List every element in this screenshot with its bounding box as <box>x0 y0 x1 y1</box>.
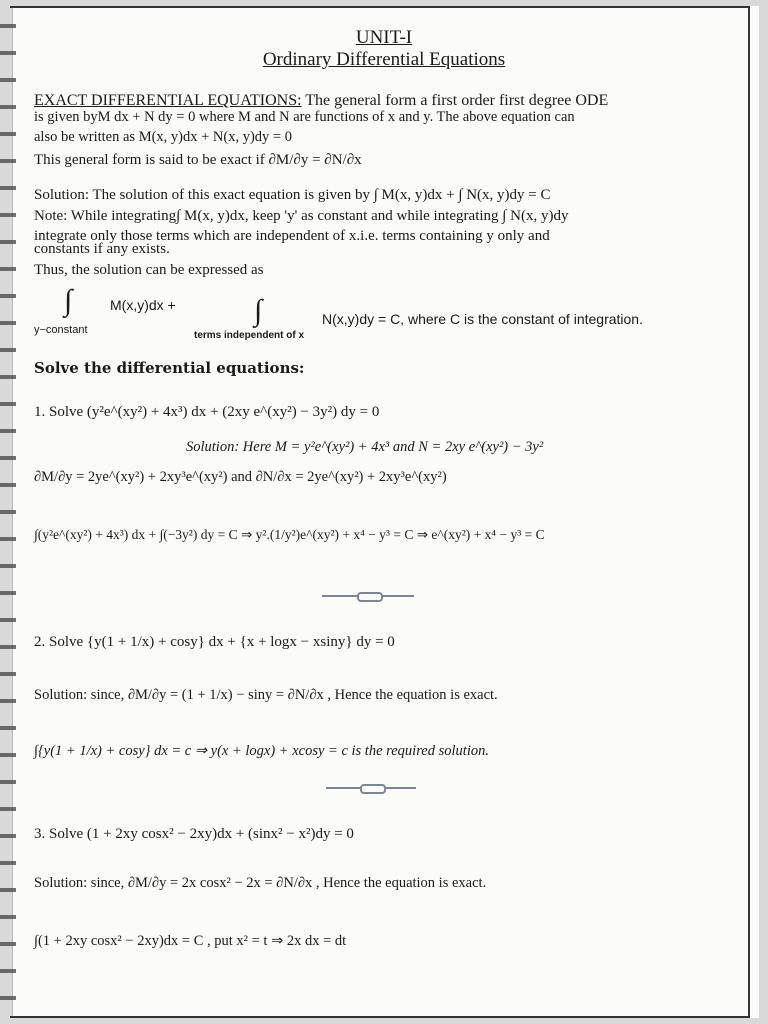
intro-line-4: This general form is said to be exact if ∂M/∂y = ∂N/∂x <box>34 152 362 168</box>
formula-term-1: M(x,y)dx + <box>110 297 176 313</box>
problem-1-partials: ∂M/∂y = 2ye^(xy²) + 2xy³e^(xy²) and ∂N/∂x = 2ye^(xy²) + 2xy³e^(xy²) <box>34 469 447 485</box>
problem-2-solution: Solution: since, ∂M/∂y = (1 + 1/x) − siny = ∂N/∂x , Hence the equation is exact. <box>34 687 498 703</box>
intro-line-9: Thus, the solution can be expressed as <box>34 262 264 278</box>
integral-sign-2: ∫ <box>254 294 263 327</box>
problem-1-statement: 1. Solve (y²e^(xy²) + 4x³) dx + (2xy e^(xy²) − 3y²) dy = 0 <box>34 404 380 420</box>
page-title: Ordinary Differential Equations <box>262 49 506 70</box>
integral-sign-1: ∫ <box>64 284 73 317</box>
problem-3-solution: Solution: since, ∂M/∂y = 2x cosx² − 2x = ∂N/∂x , Hence the equation is exact. <box>34 875 487 891</box>
problem-3-statement: 3. Solve (1 + 2xy cosx² − 2xy)dx + (sinx² − x²)dy = 0 <box>34 826 354 842</box>
problem-2-statement: 2. Solve {y(1 + 1/x) + cosy} dx + {x + logx − xsiny} dy = 0 <box>34 634 395 650</box>
intro-line-5: Solution: The solution of this exact equation is given by ∫ M(x, y)dx + ∫ N(x, y)dy = C <box>34 187 551 203</box>
spiral-binding <box>0 10 16 1010</box>
section-title-solve: Solve the differential equations: <box>34 359 305 377</box>
unit-heading: UNIT-I <box>355 27 413 48</box>
problem-1-integration: ∫(y²e^(xy²) + 4x³) dx + ∫(−3y²) dy = C ⇒ y².(1/y²)e^(xy²) + x⁴ − y³ = C ⇒ e^(xy²) + x⁴ − y³ = C <box>34 527 545 542</box>
section-heading-exact: EXACT DIFFERENTIAL EQUATIONS: <box>34 92 302 109</box>
intro-line-3: also be written as M(x, y)dx + N(x, y)dy = 0 <box>34 129 292 145</box>
intro-line-7: integrate only those terms which are independent of x.i.e. terms containing y only and <box>34 228 550 244</box>
intro-line-2: is given byM dx + N dy = 0 where M and N are functions of x and y. The above equation can <box>34 109 575 125</box>
problem-3-integration: ∫(1 + 2xy cosx² − 2xy)dx = C , put x² = t ⇒ 2x dx = dt <box>34 933 347 949</box>
intro-line-8: constants if any exists. <box>34 241 170 257</box>
formula-subscript-1: y−constant <box>34 324 88 336</box>
separator-1 <box>322 592 414 600</box>
intro-line-6: Note: While integrating∫ M(x, y)dx, keep 'y' as constant and while integrating ∫ N(x, y)dy <box>34 208 569 224</box>
intro-line-1: The general form a first order first degree ODE <box>305 92 609 109</box>
separator-2 <box>326 784 416 792</box>
problem-1-solution: Solution: Here M = y²e^(xy²) + 4x³ and N = 2xy e^(xy²) − 3y² <box>186 439 544 455</box>
formula-term-2: N(x,y)dy = C, where C is the constant of integration. <box>322 311 643 327</box>
formula-subscript-2: terms independent of x <box>194 330 305 341</box>
problem-2-integration: ∫{y(1 + 1/x) + cosy} dx = c ⇒ y(x + logx) + xcosy = c is the required solution. <box>34 743 489 759</box>
